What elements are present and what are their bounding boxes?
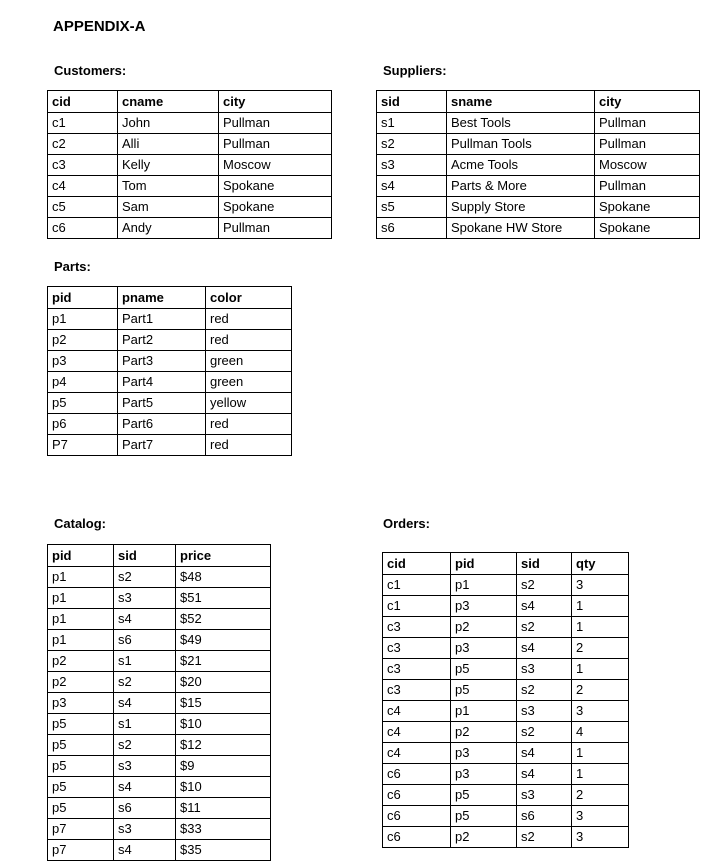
column-header-sid: sid (114, 545, 176, 567)
table-cell-sid: s6 (377, 218, 447, 239)
table-cell-qty: 2 (572, 638, 629, 659)
table-cell-cid: c4 (48, 176, 118, 197)
column-header-cid: cid (383, 553, 451, 575)
table-row (48, 798, 271, 819)
parts-table (47, 286, 292, 456)
table-row (48, 393, 292, 414)
table-cell-qty: 3 (572, 575, 629, 596)
table-row (48, 819, 271, 840)
table-row (383, 743, 629, 764)
table-cell-pid: p1 (48, 309, 118, 330)
column-header-cid: cid (48, 91, 118, 113)
table-cell-cid: c6 (48, 218, 118, 239)
table-cell-pid: p5 (48, 735, 114, 756)
table-row (48, 113, 332, 134)
table-cell-qty: 2 (572, 785, 629, 806)
table-cell-cname: John (118, 113, 219, 134)
table-cell-color: red (206, 330, 292, 351)
table-row (48, 435, 292, 456)
table-cell-sid: s1 (377, 113, 447, 134)
table-row (48, 372, 292, 393)
table-cell-city: Pullman (219, 134, 332, 155)
table-row (383, 596, 629, 617)
table-cell-pid: p5 (48, 777, 114, 798)
customers-table (47, 90, 332, 239)
table-cell-sid: s3 (517, 659, 572, 680)
table-cell-pid: p2 (48, 330, 118, 351)
table-cell-pid: p1 (48, 609, 114, 630)
table-cell-pid: p3 (451, 764, 517, 785)
table-cell-cname: Alli (118, 134, 219, 155)
table-cell-city: Moscow (219, 155, 332, 176)
table-cell-sid: s2 (114, 735, 176, 756)
table-cell-sid: s2 (114, 672, 176, 693)
column-header-city: city (595, 91, 700, 113)
table-cell-qty: 1 (572, 764, 629, 785)
table-cell-sid: s4 (517, 743, 572, 764)
table-cell-pid: P7 (48, 435, 118, 456)
table-cell-sid: s3 (377, 155, 447, 176)
table-cell-sid: s4 (517, 596, 572, 617)
catalog-header-row (48, 545, 271, 567)
table-cell-pid: p7 (48, 840, 114, 861)
table-cell-pid: p1 (48, 567, 114, 588)
table-cell-price: $33 (176, 819, 271, 840)
table-cell-cid: c3 (383, 617, 451, 638)
table-cell-sid: s4 (114, 693, 176, 714)
table-cell-pid: p5 (451, 785, 517, 806)
table-row (48, 693, 271, 714)
table-cell-color: red (206, 414, 292, 435)
table-cell-pid: p2 (451, 722, 517, 743)
table-cell-sid: s6 (114, 798, 176, 819)
table-cell-sname: Pullman Tools (447, 134, 595, 155)
table-cell-sname: Supply Store (447, 197, 595, 218)
table-cell-pid: p2 (451, 617, 517, 638)
table-row (383, 785, 629, 806)
table-cell-sid: s2 (517, 617, 572, 638)
table-cell-cid: c2 (48, 134, 118, 155)
table-row (48, 588, 271, 609)
table-cell-cid: c5 (48, 197, 118, 218)
table-row (48, 672, 271, 693)
table-cell-city: Pullman (219, 218, 332, 239)
table-row (48, 414, 292, 435)
table-row (48, 714, 271, 735)
table-row (48, 567, 271, 588)
table-cell-qty: 2 (572, 680, 629, 701)
table-cell-cid: c3 (383, 638, 451, 659)
table-cell-sid: s2 (517, 827, 572, 848)
table-cell-sid: s2 (517, 722, 572, 743)
table-cell-price: $11 (176, 798, 271, 819)
table-row (48, 218, 332, 239)
table-cell-cid: c6 (383, 785, 451, 806)
column-header-color: color (206, 287, 292, 309)
table-cell-sid: s4 (114, 609, 176, 630)
table-cell-qty: 1 (572, 743, 629, 764)
table-cell-cid: c3 (383, 680, 451, 701)
table-cell-pid: p5 (451, 680, 517, 701)
table-cell-cid: c1 (383, 575, 451, 596)
table-row (383, 575, 629, 596)
table-cell-pid: p6 (48, 414, 118, 435)
table-cell-pname: Part3 (118, 351, 206, 372)
table-cell-price: $49 (176, 630, 271, 651)
table-row (48, 155, 332, 176)
table-cell-cname: Kelly (118, 155, 219, 176)
table-cell-sid: s3 (114, 588, 176, 609)
customers-header-row (48, 91, 332, 113)
table-cell-pid: p2 (451, 827, 517, 848)
table-cell-sid: s6 (517, 806, 572, 827)
parts-header-row (48, 287, 292, 309)
table-cell-cid: c3 (48, 155, 118, 176)
table-cell-city: Pullman (219, 113, 332, 134)
table-cell-pid: p2 (48, 672, 114, 693)
table-cell-cid: c6 (383, 827, 451, 848)
table-cell-pid: p5 (48, 798, 114, 819)
table-cell-price: $20 (176, 672, 271, 693)
table-cell-sid: s1 (114, 714, 176, 735)
table-cell-pid: p5 (48, 714, 114, 735)
table-cell-sid: s4 (517, 764, 572, 785)
table-row (377, 113, 700, 134)
table-cell-pname: Part1 (118, 309, 206, 330)
table-cell-sid: s6 (114, 630, 176, 651)
column-header-sid: sid (377, 91, 447, 113)
table-cell-pname: Part5 (118, 393, 206, 414)
table-row (383, 764, 629, 785)
table-cell-cid: c1 (383, 596, 451, 617)
table-cell-pid: p3 (451, 596, 517, 617)
table-cell-price: $48 (176, 567, 271, 588)
table-cell-pid: p1 (451, 701, 517, 722)
table-row (48, 840, 271, 861)
table-cell-qty: 3 (572, 827, 629, 848)
table-cell-city: Pullman (595, 176, 700, 197)
table-cell-cid: c4 (383, 743, 451, 764)
table-cell-qty: 3 (572, 806, 629, 827)
table-cell-sid: s4 (114, 840, 176, 861)
table-cell-sid: s4 (377, 176, 447, 197)
column-header-sname: sname (447, 91, 595, 113)
page-title: APPENDIX-A (53, 18, 146, 35)
table-row (48, 330, 292, 351)
column-header-pid: pid (48, 545, 114, 567)
table-cell-pid: p5 (451, 659, 517, 680)
table-cell-color: red (206, 309, 292, 330)
table-cell-sname: Best Tools (447, 113, 595, 134)
table-cell-pid: p1 (451, 575, 517, 596)
table-cell-price: $35 (176, 840, 271, 861)
table-cell-cid: c4 (383, 722, 451, 743)
table-row (48, 609, 271, 630)
table-cell-sid: s2 (517, 680, 572, 701)
catalog-label: Catalog: (54, 516, 106, 531)
table-cell-color: green (206, 372, 292, 393)
table-row (48, 651, 271, 672)
table-cell-cname: Sam (118, 197, 219, 218)
table-cell-pname: Part7 (118, 435, 206, 456)
suppliers-table (376, 90, 700, 239)
table-cell-price: $12 (176, 735, 271, 756)
table-cell-sid: s2 (377, 134, 447, 155)
column-header-cname: cname (118, 91, 219, 113)
table-cell-sid: s3 (114, 756, 176, 777)
table-cell-sid: s3 (517, 785, 572, 806)
table-row (377, 197, 700, 218)
table-cell-cid: c4 (383, 701, 451, 722)
table-row (48, 176, 332, 197)
suppliers-header-row (377, 91, 700, 113)
table-cell-sid: s3 (114, 819, 176, 840)
suppliers-label: Suppliers: (383, 63, 447, 78)
orders-header-row (383, 553, 629, 575)
table-cell-pid: p3 (451, 743, 517, 764)
table-row (48, 735, 271, 756)
table-cell-qty: 1 (572, 596, 629, 617)
table-cell-sname: Parts & More (447, 176, 595, 197)
column-header-city: city (219, 91, 332, 113)
table-cell-cname: Tom (118, 176, 219, 197)
table-cell-price: $10 (176, 714, 271, 735)
table-cell-pid: p2 (48, 651, 114, 672)
table-cell-pname: Part2 (118, 330, 206, 351)
parts-label: Parts: (54, 259, 91, 274)
table-row (383, 722, 629, 743)
table-cell-city: Moscow (595, 155, 700, 176)
column-header-sid: sid (517, 553, 572, 575)
table-cell-qty: 1 (572, 617, 629, 638)
table-row (48, 197, 332, 218)
table-row (383, 827, 629, 848)
table-row (48, 351, 292, 372)
column-header-pid: pid (451, 553, 517, 575)
table-cell-color: red (206, 435, 292, 456)
table-cell-pid: p4 (48, 372, 118, 393)
table-cell-pid: p3 (48, 693, 114, 714)
column-header-pid: pid (48, 287, 118, 309)
customers-label: Customers: (54, 63, 127, 78)
table-row (377, 218, 700, 239)
orders-label: Orders: (383, 516, 430, 531)
table-cell-pid: p7 (48, 819, 114, 840)
table-cell-pid: p1 (48, 588, 114, 609)
table-row (383, 701, 629, 722)
table-cell-city: Pullman (595, 134, 700, 155)
table-row (48, 756, 271, 777)
table-row (383, 638, 629, 659)
table-cell-qty: 3 (572, 701, 629, 722)
orders-table (382, 552, 629, 848)
table-cell-color: yellow (206, 393, 292, 414)
table-cell-pid: p3 (48, 351, 118, 372)
table-cell-sid: s1 (114, 651, 176, 672)
table-row (48, 134, 332, 155)
table-row (383, 659, 629, 680)
table-cell-pid: p5 (451, 806, 517, 827)
column-header-qty: qty (572, 553, 629, 575)
table-cell-sid: s4 (114, 777, 176, 798)
table-cell-sid: s3 (517, 701, 572, 722)
table-cell-city: Spokane (595, 197, 700, 218)
table-cell-city: Spokane (219, 176, 332, 197)
table-cell-cid: c1 (48, 113, 118, 134)
table-cell-cid: c6 (383, 806, 451, 827)
table-cell-sname: Acme Tools (447, 155, 595, 176)
table-cell-cid: c6 (383, 764, 451, 785)
table-cell-price: $10 (176, 777, 271, 798)
catalog-table (47, 544, 271, 861)
table-row (383, 680, 629, 701)
table-cell-sid: s2 (517, 575, 572, 596)
table-row (48, 309, 292, 330)
column-header-price: price (176, 545, 271, 567)
table-row (383, 806, 629, 827)
table-cell-price: $52 (176, 609, 271, 630)
table-cell-pid: p1 (48, 630, 114, 651)
table-cell-pname: Part4 (118, 372, 206, 393)
table-cell-pname: Part6 (118, 414, 206, 435)
table-cell-price: $51 (176, 588, 271, 609)
table-row (377, 134, 700, 155)
table-cell-sid: s2 (114, 567, 176, 588)
table-cell-sid: s4 (517, 638, 572, 659)
table-row (383, 617, 629, 638)
table-cell-city: Pullman (595, 113, 700, 134)
table-cell-sid: s5 (377, 197, 447, 218)
table-cell-pid: p5 (48, 393, 118, 414)
table-cell-city: Spokane (219, 197, 332, 218)
table-cell-cname: Andy (118, 218, 219, 239)
table-cell-cid: c3 (383, 659, 451, 680)
table-cell-pid: p3 (451, 638, 517, 659)
table-cell-qty: 1 (572, 659, 629, 680)
table-row (377, 176, 700, 197)
table-cell-qty: 4 (572, 722, 629, 743)
column-header-pname: pname (118, 287, 206, 309)
table-row (48, 777, 271, 798)
table-row (377, 155, 700, 176)
table-cell-price: $21 (176, 651, 271, 672)
table-cell-price: $15 (176, 693, 271, 714)
table-row (48, 630, 271, 651)
table-cell-price: $9 (176, 756, 271, 777)
table-cell-pid: p5 (48, 756, 114, 777)
table-cell-city: Spokane (595, 218, 700, 239)
table-cell-sname: Spokane HW Store (447, 218, 595, 239)
table-cell-color: green (206, 351, 292, 372)
